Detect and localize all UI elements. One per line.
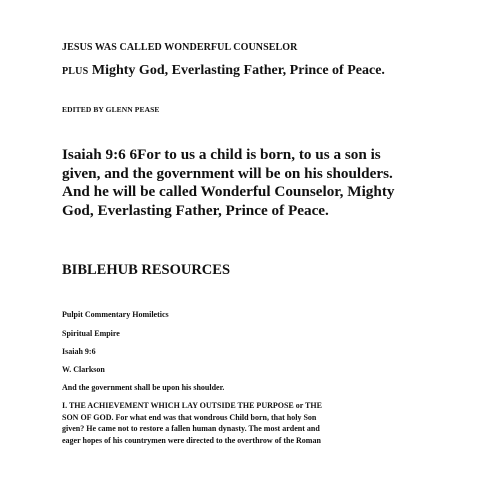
text-quote: And the government shall be upon his shoulder.: [62, 383, 225, 392]
body-line: I. THE ACHIEVEMENT WHICH LAY OUTSIDE THE PURPOSE or THE: [62, 401, 322, 410]
author-name: W. Clarkson: [62, 365, 105, 374]
body-line: given? He came not to restore a fallen human dynasty. The most ardent and: [62, 424, 320, 434]
subtitle-rest: Mighty God, Everlasting Father, Prince of Peace.: [88, 63, 385, 78]
subtitle-plus-word: PLUS: [62, 66, 89, 77]
document-subtitle: [62, 63, 385, 79]
verse-line: given, and the government will be on his shoulders.: [62, 164, 393, 182]
scripture-reference: Isaiah 9:6: [62, 347, 96, 356]
commentary-source: Pulpit Commentary Homiletics: [62, 310, 169, 319]
verse-line: God, Everlasting Father, Prince of Peace.: [62, 201, 329, 219]
body-line: eager hopes of his countrymen were directed to the overthrow of the Roman: [62, 435, 321, 445]
commentary-body: [62, 400, 442, 446]
sermon-title: Spiritual Empire: [62, 329, 120, 338]
editor-credit: EDITED BY GLENN PEASE: [62, 105, 160, 114]
verse-line: Isaiah 9:6 6For to us a child is born, to us a son is: [62, 146, 381, 163]
section-heading: BIBLEHUB RESOURCES: [62, 262, 231, 278]
body-line: SON OF GOD. For what end was that wondrous Child born, that holy Son: [62, 412, 317, 422]
verse-line: And he will be called Wonderful Counselor, Mighty: [62, 183, 395, 201]
document-title: JESUS WAS CALLED WONDERFUL COUNSELOR: [62, 42, 298, 53]
scripture-verse: [62, 146, 462, 220]
